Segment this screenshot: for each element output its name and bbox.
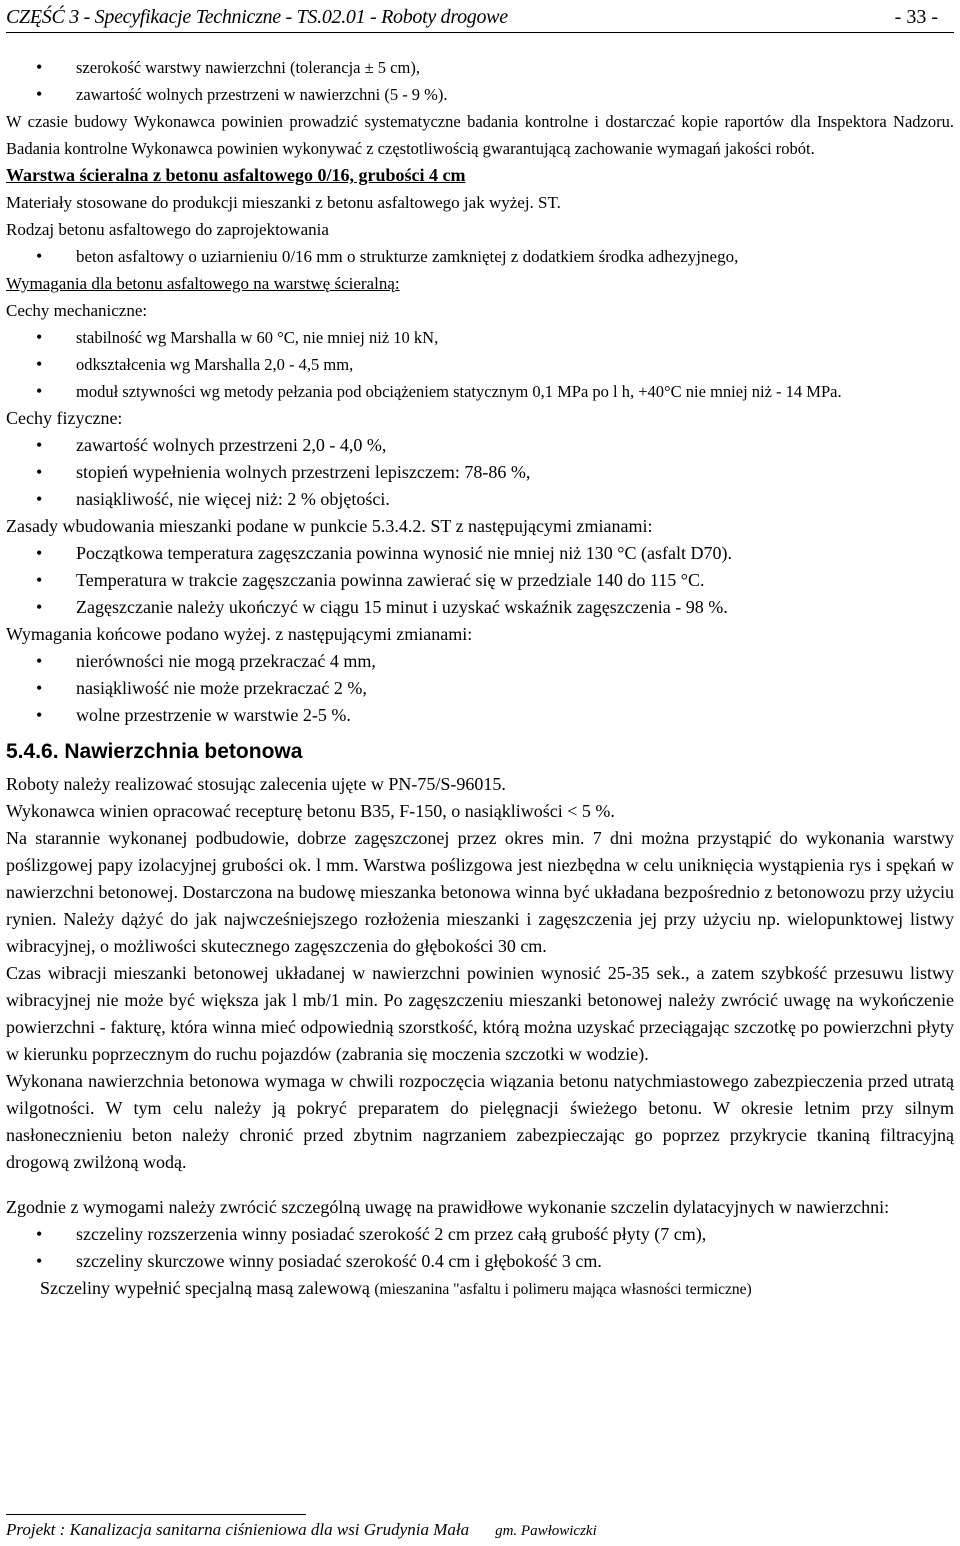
spacer [6, 1176, 954, 1194]
paragraph-physical: Cechy fizyczne: [6, 408, 123, 428]
paragraph-materials: Materiały stosowane do produkcji mieszanki z betonu asfaltowego jak wyżej. ST. [6, 193, 561, 212]
paragraph-standard: Roboty należy realizować stosując zalecenia ujęte w PN-75/S-96015. [6, 774, 506, 794]
footer-project: Projekt : Kanalizacja sanitarna ciśnieniowa dla wsi Grudynia Mała [6, 1520, 470, 1539]
paragraph-curing: Wykonana nawierzchnia betonowa wymaga w chwili rozpoczęcia wiązania betonu natychmiastowego zabezpieczenia przed utratą wilgotności. W tym celu należy ją pokryć preparatem do pielęgnacji świeżego betonu. W okresie letnim przy silnym nasłonecznieniu beton należy chronić przed zbytnim nagrzaniem zabezpieczając go poprzez przykrycie tkaniną filtracyjną drogową zwilżoną wodą. [6, 1071, 954, 1172]
list-item: • szczeliny skurczowe winny posiadać szerokość 0.4 cm i głębokość 3 cm. [6, 1248, 954, 1275]
subheading-wearing-course: Warstwa ścieralna z betonu asfaltowego 0/16, grubości 4 cm [6, 165, 466, 185]
list-installation [6, 540, 954, 621]
list-item: • moduł sztywności wg metody pełzania pod obciążeniem statycznym 0,1 MPa po l h, +40°C nie mniej niż - 14 MPa. [6, 378, 954, 405]
sealing-text: Szczeliny wypełnić specjalną masą zalewową [40, 1278, 375, 1298]
list-item: • stabilność wg Marshalla w 60 °C, nie mniej niż 10 kN, [6, 324, 954, 351]
list-final [6, 648, 954, 729]
page-header [6, 4, 938, 30]
list-joints [6, 1221, 954, 1275]
list-thickness [6, 54, 954, 108]
paragraph-requirements: Wymagania dla betonu asfaltowego na warstwę ścieralną: [6, 274, 400, 293]
paragraph-final-requirements: Wymagania końcowe podano wyżej. z następującymi zmianami: [6, 624, 473, 644]
document-body [6, 54, 954, 1303]
list-item: • zawartość wolnych przestrzeni 2,0 - 4,0 %, [6, 432, 954, 459]
list-type [6, 243, 954, 270]
list-item: • szerokość warstwy nawierzchni (tolerancja ± 5 cm), [6, 54, 954, 81]
footer-divider [6, 1514, 306, 1515]
paragraph-recipe: Wykonawca winien opracować recepturę betonu B35, F-150, o nasiąkliwości < 5 %. [6, 801, 615, 821]
paragraph-mechanical: Cechy mechaniczne: [6, 301, 148, 320]
list-item: • odkształcenia wg Marshalla 2,0 - 4,5 mm, [6, 351, 954, 378]
list-item: • stopień wypełnienia wolnych przestrzeni lepiszczem: 78-86 %, [6, 459, 954, 486]
list-item: • beton asfaltowy o uziarnieniu 0/16 mm o strukturze zamkniętej z dodatkiem środka adhezyjnego, [6, 243, 954, 270]
list-item: • szczeliny rozszerzenia winny posiadać szerokość 2 cm przez całą grubość płyty (7 cm), [6, 1221, 954, 1248]
page-number: - 33 - [894, 5, 938, 28]
paragraph-sealing [6, 1275, 954, 1303]
list-item: • Temperatura w trakcie zagęszczania powinna zawierać się w przedziale 140 do 115 °C. [6, 567, 954, 594]
page-footer [6, 1520, 597, 1540]
paragraph-subbase: Na starannie wykonanej podbudowie, dobrze zagęszczonej przez okres min. 7 dni można przystąpić do wykonania warstwy poślizgowej papy izolacyjnej grubości ok. l mm. Warstwa poślizgowa jest niezbędna w celu uniknięcia wystąpienia rys i spękań w nawierzchni betonowej. Dostarczona na budowę mieszanka betonowa winna być układana bezpośrednio z betonowozu przy użyciu rynien. Należy dążyć do jak najwcześniejszego rozłożenia mieszanki i zagęszczenia jej przy użyciu np. wielopunktowej listwy wibracyjnej, o możliwości skutecznego zagęszczenia do głębokości 30 cm. [6, 828, 954, 956]
paragraph-joints: Zgodnie z wymogami należy zwrócić szczególną uwagę na prawidłowe wykonanie szczelin dylatacyjnych w nawierzchni: [6, 1197, 890, 1217]
list-mechanical [6, 324, 954, 405]
section-heading: 5.4.6. Nawierzchnia betonowa [6, 740, 303, 763]
paragraph-type: Rodzaj betonu asfaltowego do zaprojektowania [6, 220, 329, 239]
footer-gmina: gm. Pawłowiczki [495, 1523, 597, 1539]
paragraph-controls: W czasie budowy Wykonawca powinien prowadzić systematyczne badania kontrolne i dostarczać kopie raportów dla Inspektora Nadzoru. Badania kontrolne Wykonawca powinien wykonywać z częstotliwością gwarantującą zachowanie wymagań jakości robót. [6, 112, 954, 158]
header-divider [6, 32, 954, 33]
list-item: • zawartość wolnych przestrzeni w nawierzchni (5 - 9 %). [6, 81, 954, 108]
list-item: • nasiąkliwość nie może przekraczać 2 %, [6, 675, 954, 702]
list-physical [6, 432, 954, 513]
list-item: • nierówności nie mogą przekraczać 4 mm, [6, 648, 954, 675]
list-item: • nasiąkliwość, nie więcej niż: 2 % objętości. [6, 486, 954, 513]
sealing-note: (mieszanina "asfaltu i polimeru mająca własności termiczne) [374, 1281, 752, 1298]
list-item: • Początkowa temperatura zagęszczania powinna wynosić nie mniej niż 130 °C (asfalt D70). [6, 540, 954, 567]
paragraph-vibration: Czas wibracji mieszanki betonowej układanej w nawierzchni powinien wynosić 25-35 sek., a zatem szybkość przesuwu listwy wibracyjnej nie może być większa jak l mb/1 min. Po zagęszczeniu mieszanki betonowej należy zwrócić uwagę na wykończenie powierzchni - fakturę, która winna mieć odpowiednią szorstkość, którą można uzyskać przeciągając szczotkę po powierzchni płyty w kierunku poprzecznym do ruchu pojazdów (zabrania się moczenia szczotki w wodzie). [6, 963, 954, 1064]
list-item: • wolne przestrzenie w warstwie 2-5 %. [6, 702, 954, 729]
header-title: CZĘŚĆ 3 - Specyfikacje Techniczne - TS.02.01 - Roboty drogowe [6, 5, 508, 28]
list-item: • Zagęszczanie należy ukończyć w ciągu 15 minut i uzyskać wskaźnik zagęszczenia - 98 %. [6, 594, 954, 621]
paragraph-installation-rules: Zasady wbudowania mieszanki podane w punkcie 5.3.4.2. ST z następującymi zmianami: [6, 516, 653, 536]
